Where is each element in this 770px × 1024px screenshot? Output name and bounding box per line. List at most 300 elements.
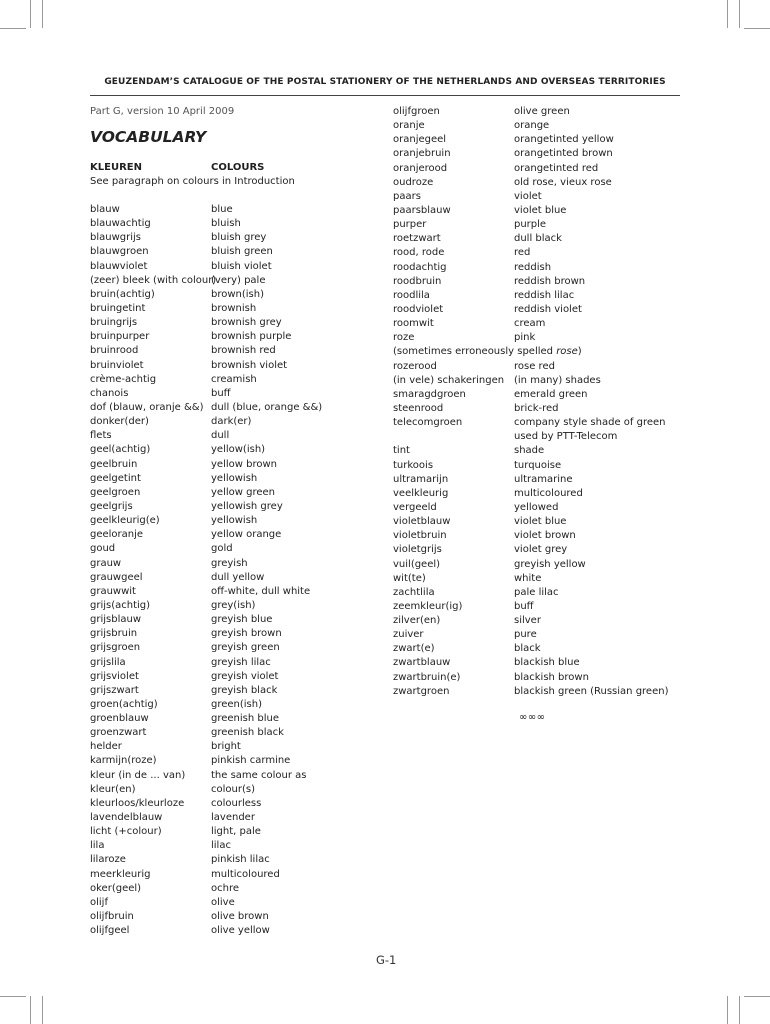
english-term: company style shade of green: [514, 417, 666, 429]
dutch-term: zwartbruin(e): [393, 671, 461, 683]
vocab-entry: [90, 203, 380, 217]
dutch-term: blauwviolet: [90, 260, 148, 272]
english-term: brown(ish): [211, 288, 265, 300]
english-term: silver: [514, 615, 541, 627]
english-term: yellowish: [211, 515, 258, 527]
end-ornament: ∞∞∞: [519, 712, 546, 723]
vocab-entry: [393, 303, 683, 317]
dutch-term: grauwwit: [90, 585, 136, 597]
vocab-entry: [90, 443, 380, 457]
dutch-term: paarsblauw: [393, 204, 451, 216]
english-term: purple: [514, 219, 547, 231]
english-term: pure: [514, 629, 537, 641]
english-term: dark(er): [211, 416, 252, 428]
vocab-entry: [90, 641, 380, 655]
vocab-entry: [393, 614, 683, 628]
english-term: yellowed: [514, 501, 559, 513]
vocab-entry: [90, 726, 380, 740]
dutch-term: grijsviolet: [90, 670, 139, 682]
vocab-entry: [393, 529, 683, 543]
vocab-entry: [90, 316, 380, 330]
dutch-term: geelgetint: [90, 472, 141, 484]
dutch-term: (zeer) bleek (with colour): [90, 274, 217, 286]
dutch-column-heading: KLEUREN: [90, 162, 142, 173]
vocab-entry: [393, 543, 683, 557]
crop-mark: [0, 996, 26, 997]
vocab-entry: [90, 698, 380, 712]
english-term: multicoloured: [211, 868, 280, 880]
dutch-term: smaragdgroen: [393, 388, 466, 400]
vocab-note: [393, 345, 582, 359]
page-title: VOCABULARY: [90, 128, 207, 146]
vocab-entry: [90, 670, 380, 684]
vocab-entry: [393, 586, 683, 600]
english-term: gold: [211, 543, 233, 555]
vocab-note-end: ): [577, 346, 582, 358]
english-term: grey(ish): [211, 599, 256, 611]
dutch-term: ultramarijn: [393, 473, 449, 485]
dutch-term: wit(te): [393, 572, 426, 584]
dutch-term: veelkleurig: [393, 487, 449, 499]
dutch-term: bruin(achtig): [90, 288, 155, 300]
vocab-entry: [393, 119, 683, 133]
vocab-entry: [90, 599, 380, 613]
dutch-term: grijsgroen: [90, 642, 141, 654]
dutch-term: lila: [90, 840, 105, 852]
english-term: greyish black: [211, 684, 278, 696]
english-term: olive brown: [211, 911, 269, 923]
vocab-entry: [90, 245, 380, 259]
dutch-term: roodachtig: [393, 261, 447, 273]
vocab-entry: [393, 162, 683, 176]
dutch-term: roomwit: [393, 318, 434, 330]
english-term: greyish brown: [211, 628, 282, 640]
english-term: the same colour as: [211, 769, 307, 781]
english-term: cream: [514, 318, 546, 330]
english-term: greyish violet: [211, 670, 279, 682]
english-term: (in many) shades: [514, 374, 601, 386]
english-term: creamish: [211, 373, 257, 385]
dutch-term: goud: [90, 543, 116, 555]
vocab-entry: [90, 302, 380, 316]
dutch-term: licht (+colour): [90, 826, 162, 838]
dutch-term: grijszwart: [90, 684, 139, 696]
english-term: ochre: [211, 882, 239, 894]
english-term: greyish blue: [211, 614, 273, 626]
vocab-entry: [90, 825, 380, 839]
dutch-term: blauwgroen: [90, 246, 149, 258]
english-term: off-white, dull white: [211, 585, 311, 597]
running-header: GEUZENDAM’S CATALOGUE OF THE POSTAL STATIONERY OF THE NETHERLANDS AND OVERSEAS TERRITORIES: [104, 77, 666, 87]
vocab-entry: [90, 344, 380, 358]
english-term: yellow green: [211, 486, 275, 498]
dutch-term: oker(geel): [90, 882, 142, 894]
dutch-term: blauwgrijs: [90, 232, 141, 244]
english-term: shade: [514, 445, 545, 457]
english-term: violet brown: [514, 530, 576, 542]
english-term: brownish violet: [211, 359, 288, 371]
dutch-term: bruinpurper: [90, 331, 150, 343]
english-term: bluish violet: [211, 260, 272, 272]
vocab-entry: [90, 458, 380, 472]
dutch-term: geelkleurig(e): [90, 515, 160, 527]
crop-mark: [744, 28, 770, 29]
vocab-entry: [90, 868, 380, 882]
english-term: old rose, vieux rose: [514, 176, 612, 188]
vocab-entry: [393, 232, 683, 246]
dutch-term: (in vele) schakeringen: [393, 374, 505, 386]
english-term: reddish violet: [514, 303, 582, 315]
dutch-term: violetbruin: [393, 530, 447, 542]
dutch-term: geelgroen: [90, 486, 141, 498]
dutch-term: roetzwart: [393, 233, 441, 245]
vocab-entry: [393, 360, 683, 374]
vocab-entry: [393, 331, 683, 345]
vocab-entry: [90, 797, 380, 811]
english-term: green(ish): [211, 698, 263, 710]
dutch-term: geel(achtig): [90, 444, 151, 456]
vocabulary-list-right: [393, 105, 683, 699]
english-term: greyish: [211, 557, 248, 569]
dutch-term: zilver(en): [393, 615, 441, 627]
english-term: yellowish: [211, 472, 258, 484]
vocab-entry: [393, 473, 683, 487]
vocab-entry: [90, 754, 380, 768]
dutch-term: telecomgroen: [393, 417, 463, 429]
dutch-term: donker(der): [90, 416, 149, 428]
dutch-term: zachtlila: [393, 586, 435, 598]
dutch-term: helder: [90, 741, 122, 753]
dutch-term: meerkleurig: [90, 868, 151, 880]
dutch-term: zwart(e): [393, 643, 435, 655]
english-term: buff: [211, 387, 231, 399]
vocab-entry: [90, 486, 380, 500]
vocab-entry: [90, 811, 380, 825]
vocab-note-text: (sometimes erroneously spelled: [393, 346, 557, 358]
dutch-term: oranjerood: [393, 162, 448, 174]
vocab-entry: [90, 712, 380, 726]
vocab-entry: [90, 924, 380, 938]
english-term: dull black: [514, 233, 562, 245]
english-term: orangetinted red: [514, 162, 599, 174]
english-term: greenish blue: [211, 713, 280, 725]
dutch-term: zwartgroen: [393, 685, 450, 697]
crop-mark: [727, 996, 728, 1024]
vocab-entry: [393, 246, 683, 260]
vocab-entry: [393, 558, 683, 572]
english-term: ultramarine: [514, 473, 573, 485]
dutch-term: grijs(achtig): [90, 599, 151, 611]
english-term: red: [514, 247, 531, 259]
vocab-entry: [90, 274, 380, 288]
english-term: olive: [211, 896, 235, 908]
english-term: pinkish lilac: [211, 854, 270, 866]
vocab-entry: [393, 105, 683, 119]
english-term: lavender: [211, 812, 255, 824]
vocab-entry: [393, 656, 683, 670]
dutch-term: groenzwart: [90, 727, 147, 739]
vocab-entry: [90, 853, 380, 867]
vocab-entry: [90, 373, 380, 387]
crop-mark: [739, 0, 740, 28]
english-term: yellow(ish): [211, 444, 266, 456]
vocab-entry: [90, 571, 380, 585]
vocab-entry: [90, 740, 380, 754]
vocab-entry: [90, 613, 380, 627]
english-term: greyish yellow: [514, 558, 586, 570]
dutch-term: turkoois: [393, 459, 434, 471]
english-term: yellow brown: [211, 458, 277, 470]
english-term: brownish red: [211, 345, 276, 357]
english-term: reddish lilac: [514, 289, 575, 301]
dutch-term: grijsblauw: [90, 614, 141, 626]
english-term: brick-red: [514, 402, 559, 414]
vocab-entry: [393, 600, 683, 614]
vocab-entry: [90, 359, 380, 373]
english-term: bright: [211, 741, 241, 753]
dutch-term: groen(achtig): [90, 698, 158, 710]
dutch-term: crème-achtig: [90, 373, 157, 385]
vocab-entry: [393, 628, 683, 642]
vocab-entry: [393, 388, 683, 402]
dutch-term: grauwgeel: [90, 571, 143, 583]
dutch-term: oranjebruin: [393, 148, 451, 160]
dutch-term: dof (blauw, oranje &&): [90, 401, 204, 413]
english-term: blue: [211, 204, 233, 215]
english-term: olive green: [514, 106, 570, 117]
vocab-entry: [393, 501, 683, 515]
english-term: greyish green: [211, 642, 280, 654]
vocab-entry: [393, 190, 683, 204]
crop-mark: [0, 28, 26, 29]
vocab-entry: [393, 444, 683, 458]
vocab-entry: [90, 231, 380, 245]
vocab-entry: [90, 585, 380, 599]
dutch-term: olijfbruin: [90, 911, 134, 923]
dutch-term: geelbruin: [90, 458, 138, 470]
dutch-term: roodlila: [393, 289, 430, 301]
dutch-term: lavendelblauw: [90, 812, 163, 824]
vocab-entry: [90, 783, 380, 797]
dutch-term: tint: [393, 445, 410, 457]
english-term: multicoloured: [514, 487, 583, 499]
english-term: brownish grey: [211, 317, 282, 329]
vocab-entry: [90, 684, 380, 698]
vocab-entry: [90, 288, 380, 302]
vocab-entry: [90, 500, 380, 514]
vocabulary-list-left: [90, 203, 380, 938]
vocab-entry: [90, 839, 380, 853]
vocab-entry: [90, 528, 380, 542]
dutch-term: grauw: [90, 557, 122, 569]
english-term: brownish: [211, 302, 257, 314]
english-term: violet blue: [514, 516, 567, 528]
vocab-entry: [90, 557, 380, 571]
vocab-entry: [393, 147, 683, 161]
crop-mark: [30, 0, 31, 28]
dutch-term: groenblauw: [90, 713, 149, 725]
vocab-entry: [393, 275, 683, 289]
dutch-term: kleurloos/kleurloze: [90, 797, 185, 809]
dutch-term: olijfgroen: [393, 106, 440, 117]
dutch-term: paars: [393, 190, 421, 202]
vocab-entry: [393, 345, 683, 359]
english-term: violet: [514, 190, 542, 202]
vocab-note-italic: rose: [556, 346, 578, 358]
vocab-entry: [393, 515, 683, 529]
dutch-term: zuiver: [393, 629, 424, 641]
vocab-entry: [393, 289, 683, 303]
dutch-term: rozerood: [393, 360, 437, 372]
vocab-entry: [393, 261, 683, 275]
dutch-term: purper: [393, 219, 427, 231]
english-term: rose red: [514, 360, 555, 372]
english-term: yellowish grey: [211, 500, 283, 512]
dutch-term: oranje: [393, 120, 425, 132]
english-term: buff: [514, 600, 534, 612]
section-note: See paragraph on colours in Introduction: [90, 176, 295, 187]
english-term: pinkish carmine: [211, 755, 291, 767]
vocab-entry: [393, 572, 683, 586]
english-term: (very) pale: [211, 274, 266, 286]
vocab-entry: [393, 487, 683, 501]
english-term: greenish black: [211, 727, 284, 739]
vocab-entry: [393, 317, 683, 331]
page-number: G-1: [376, 953, 397, 967]
english-term: light, pale: [211, 826, 261, 838]
english-term: colour(s): [211, 783, 255, 795]
dutch-term: violetblauw: [393, 516, 451, 528]
dutch-term: geeloranje: [90, 529, 144, 541]
vocab-entry: [90, 260, 380, 274]
vocab-entry: [90, 542, 380, 556]
english-term: brownish purple: [211, 331, 292, 343]
vocab-entry: [90, 656, 380, 670]
crop-mark: [42, 996, 43, 1024]
english-term: orangetinted yellow: [514, 134, 614, 146]
english-term: white: [514, 572, 542, 584]
dutch-term: olijfgeel: [90, 925, 130, 937]
vocab-entry: [90, 882, 380, 896]
english-term: orange: [514, 120, 550, 132]
dutch-term: bruinrood: [90, 345, 139, 357]
dutch-term: grijsbruin: [90, 628, 138, 640]
crop-mark: [727, 0, 728, 28]
vocab-entry: [90, 896, 380, 910]
dutch-term: zwartblauw: [393, 657, 451, 669]
vocab-entry: [90, 769, 380, 783]
english-term: emerald green: [514, 388, 588, 400]
vocab-entry: [393, 204, 683, 218]
vocab-entry: [393, 416, 683, 430]
vocab-entry: [90, 514, 380, 528]
crop-mark: [744, 996, 770, 997]
english-term: yellow orange: [211, 529, 282, 541]
english-term: dull: [211, 430, 230, 442]
vocab-entry: [393, 671, 683, 685]
header-rule: [90, 95, 680, 96]
dutch-term: oudroze: [393, 176, 434, 188]
vocab-entry: [393, 374, 683, 388]
english-term: pink: [514, 332, 536, 344]
english-term: pale lilac: [514, 586, 559, 598]
version-line: Part G, version 10 April 2009: [90, 106, 235, 117]
vocab-entry: [393, 176, 683, 190]
vocab-entry: [393, 459, 683, 473]
english-term: dull yellow: [211, 571, 265, 583]
dutch-term: blauw: [90, 204, 120, 215]
dutch-term: zeemkleur(ig): [393, 600, 463, 612]
english-term: bluish: [211, 218, 241, 230]
dutch-term: steenrood: [393, 402, 444, 414]
english-term: colourless: [211, 797, 262, 809]
english-term: blackish blue: [514, 657, 580, 669]
dutch-term: blauwachtig: [90, 218, 151, 230]
vocab-entry: [90, 429, 380, 443]
dutch-term: violetgrijs: [393, 544, 442, 556]
vocab-entry: [90, 627, 380, 641]
vocab-entry: [90, 910, 380, 924]
vocab-entry: [393, 218, 683, 232]
vocab-entry: [90, 330, 380, 344]
english-term: reddish: [514, 261, 552, 273]
dutch-term: rood, rode: [393, 247, 445, 259]
english-term: blackish green (Russian green): [514, 685, 669, 697]
vocab-entry: [393, 685, 683, 699]
crop-mark: [42, 0, 43, 28]
dutch-term: vuil(geel): [393, 558, 441, 570]
dutch-term: bruinviolet: [90, 359, 144, 371]
dutch-term: kleur (in de ... van): [90, 769, 186, 781]
dutch-term: flets: [90, 430, 112, 442]
dutch-term: chanois: [90, 387, 129, 399]
english-term: orangetinted brown: [514, 148, 613, 160]
english-term: bluish grey: [211, 232, 267, 244]
dutch-term: karmijn(roze): [90, 755, 157, 767]
vocab-entry: [90, 401, 380, 415]
dutch-term: roodviolet: [393, 303, 444, 315]
english-column-heading: COLOURS: [211, 162, 265, 173]
english-term: violet blue: [514, 204, 567, 216]
vocab-entry: [393, 642, 683, 656]
english-term: violet grey: [514, 544, 568, 556]
vocab-entry: [90, 472, 380, 486]
english-term: olive yellow: [211, 925, 270, 937]
vocab-entry: [90, 217, 380, 231]
dutch-term: olijf: [90, 896, 108, 908]
crop-mark: [739, 996, 740, 1024]
dutch-term: kleur(en): [90, 783, 136, 795]
dutch-term: oranjegeel: [393, 134, 447, 146]
vocab-entry: [393, 402, 683, 416]
vocab-entry: [393, 430, 683, 444]
english-term: greyish lilac: [211, 656, 271, 668]
vocab-entry: [90, 415, 380, 429]
vocab-entry: [90, 387, 380, 401]
english-term: dull (blue, orange &&): [211, 401, 323, 413]
vocab-entry: [393, 133, 683, 147]
english-term: bluish green: [211, 246, 273, 258]
english-term: turquoise: [514, 459, 562, 471]
dutch-term: grijslila: [90, 656, 126, 668]
dutch-term: roodbruin: [393, 275, 442, 287]
english-term: black: [514, 643, 541, 655]
english-term: blackish brown: [514, 671, 589, 683]
english-term: lilac: [211, 840, 231, 852]
dutch-term: bruingrijs: [90, 317, 138, 329]
dutch-term: vergeeld: [393, 501, 437, 513]
crop-mark: [30, 996, 31, 1024]
